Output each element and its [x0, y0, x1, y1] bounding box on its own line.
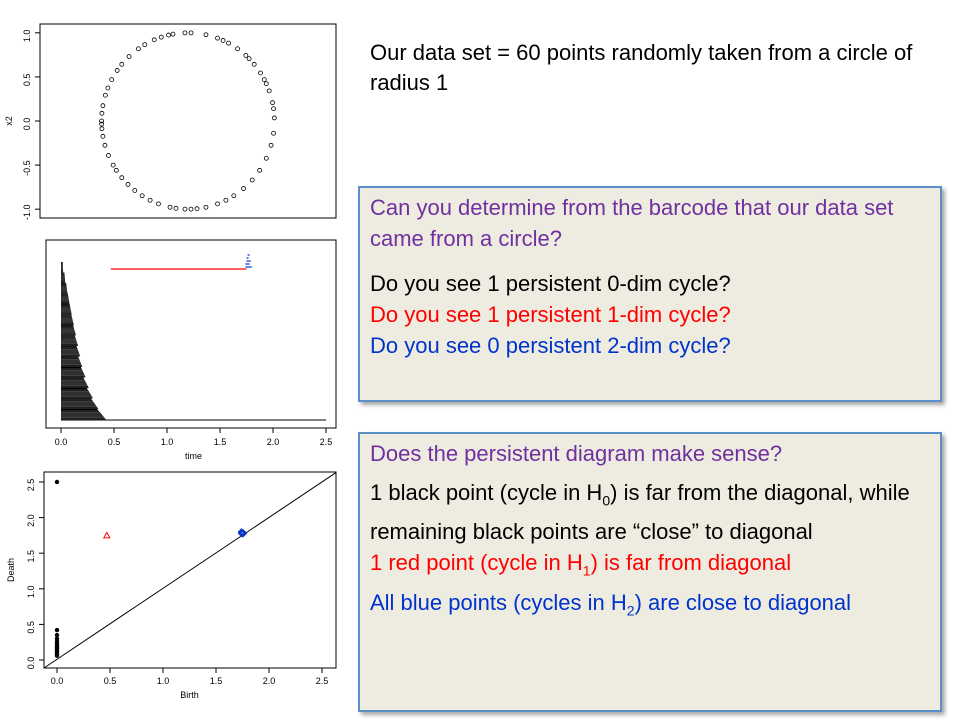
data-point — [106, 86, 110, 90]
x-tick-label: 0.0 — [54, 437, 68, 447]
red-point-text: 1 red point (cycle in $H_1$) is far from diagonal — [370, 550, 792, 579]
data-point — [103, 93, 107, 97]
y-axis-label: Death — [6, 557, 16, 583]
data-point — [100, 127, 104, 131]
data-point — [183, 207, 187, 211]
diagram-point-dim0 — [55, 480, 59, 484]
diagram-point-dim0 — [55, 628, 59, 632]
diagram-question-box — [358, 432, 942, 712]
data-point — [143, 43, 147, 47]
data-point — [227, 41, 231, 45]
y-axis-label: x2 — [4, 116, 14, 126]
data-point — [101, 134, 105, 138]
diagram-question: Does the persistent diagram make sense? — [370, 441, 783, 466]
dim2-question: Do you see 0 persistent 2-dim cycle? — [370, 333, 731, 358]
data-point — [262, 78, 266, 82]
barcode-svg — [0, 236, 345, 470]
data-point — [247, 57, 251, 61]
x-tick-label: 2.5 — [319, 437, 333, 447]
data-point — [100, 111, 104, 115]
y-tick-label: -1.0 — [22, 204, 32, 220]
blue-point-text: All blue points (cycles in $H_2$) are close to diagonal — [370, 589, 852, 619]
x-tick-label: 1.5 — [213, 437, 227, 447]
data-point — [244, 53, 248, 57]
data-point — [272, 116, 276, 120]
data-point — [103, 143, 107, 147]
data-point — [140, 194, 144, 198]
data-point — [204, 205, 208, 209]
data-point — [216, 202, 220, 206]
diagonal-line — [44, 473, 336, 668]
data-point — [133, 188, 137, 192]
y-tick-label: 1.5 — [26, 549, 36, 563]
x-tick-label: 1.5 — [209, 676, 223, 686]
data-point — [224, 198, 228, 202]
data-point — [236, 47, 240, 51]
data-point — [171, 32, 175, 36]
intro-text: Our data set = 60 points randomly taken from a circle of radius 1 — [370, 40, 913, 95]
x-axis-label: time — [184, 451, 203, 461]
data-point — [272, 131, 276, 135]
circle-scatter-svg — [0, 20, 345, 230]
x-axis-label: Birth — [180, 690, 199, 700]
data-point — [183, 31, 187, 35]
data-point — [242, 187, 246, 191]
diagram-point-dim1 — [104, 532, 110, 538]
data-point — [152, 38, 156, 42]
data-point — [264, 82, 268, 86]
data-point — [252, 62, 256, 66]
y-tick-label: 2.5 — [26, 478, 36, 492]
data-point — [221, 38, 225, 42]
data-point — [267, 89, 271, 93]
data-point — [258, 71, 262, 75]
y-tick-label: 0.0 — [26, 656, 36, 670]
y-tick-label: 1.0 — [22, 29, 32, 43]
data-point — [216, 36, 220, 40]
plot-frame — [40, 24, 336, 218]
x-tick-label: 1.0 — [156, 676, 170, 686]
data-point — [114, 168, 118, 172]
x-tick-label: 0.5 — [103, 676, 117, 686]
circle-scatter-plot — [0, 20, 345, 230]
data-point — [269, 143, 273, 147]
data-point — [189, 31, 193, 35]
data-point — [250, 178, 254, 182]
barcode-question: Can you determine from the barcode that our data set came from a circle? — [370, 195, 894, 251]
data-point — [271, 101, 275, 105]
black-point-text: 1 black point (cycle in $H_0$) is far from the diagonal, while remaining black points are “close” to diagonal — [370, 480, 910, 545]
y-tick-label: -0.5 — [22, 160, 32, 176]
barcode-plot — [0, 236, 345, 470]
x-tick-label: 0.5 — [107, 437, 121, 447]
data-point — [168, 205, 172, 209]
data-point — [264, 156, 268, 160]
x-tick-label: 1.0 — [160, 437, 174, 447]
y-tick-label: 0.5 — [26, 621, 36, 634]
x-tick-label: 2.5 — [315, 676, 329, 686]
y-tick-label: 0.5 — [22, 73, 32, 87]
data-point — [120, 62, 124, 66]
data-point — [258, 168, 262, 172]
data-point — [106, 153, 110, 157]
data-point — [204, 33, 208, 37]
data-point — [167, 33, 171, 37]
data-point — [195, 207, 199, 211]
data-point — [110, 78, 114, 82]
y-tick-label: 2.0 — [26, 514, 36, 527]
data-point — [127, 55, 131, 59]
data-point — [189, 207, 193, 211]
barcode-question-box — [358, 186, 942, 402]
data-point — [156, 202, 160, 206]
diagram-point-dim0 — [55, 654, 59, 658]
y-tick-label: 1.0 — [26, 585, 36, 599]
data-point — [101, 104, 105, 108]
data-point — [126, 182, 130, 186]
dim1-question: Do you see 1 persistent 1-dim cycle? — [370, 302, 731, 327]
data-point — [115, 68, 119, 72]
data-point — [120, 176, 124, 180]
x-tick-label: 0.0 — [50, 676, 64, 686]
data-point — [159, 35, 163, 39]
persistence-diagram-svg — [0, 468, 345, 704]
data-point — [232, 194, 236, 198]
y-tick-label: 0.0 — [22, 117, 32, 131]
data-point — [111, 163, 115, 167]
x-tick-label: 2.0 — [266, 437, 280, 447]
data-point — [272, 107, 276, 111]
data-point — [136, 47, 140, 51]
persistence-diagram-plot — [0, 468, 345, 704]
data-point — [148, 198, 152, 202]
data-point — [174, 206, 178, 210]
dim0-question: Do you see 1 persistent 0-dim cycle? — [370, 271, 731, 296]
x-tick-label: 2.0 — [262, 676, 276, 686]
